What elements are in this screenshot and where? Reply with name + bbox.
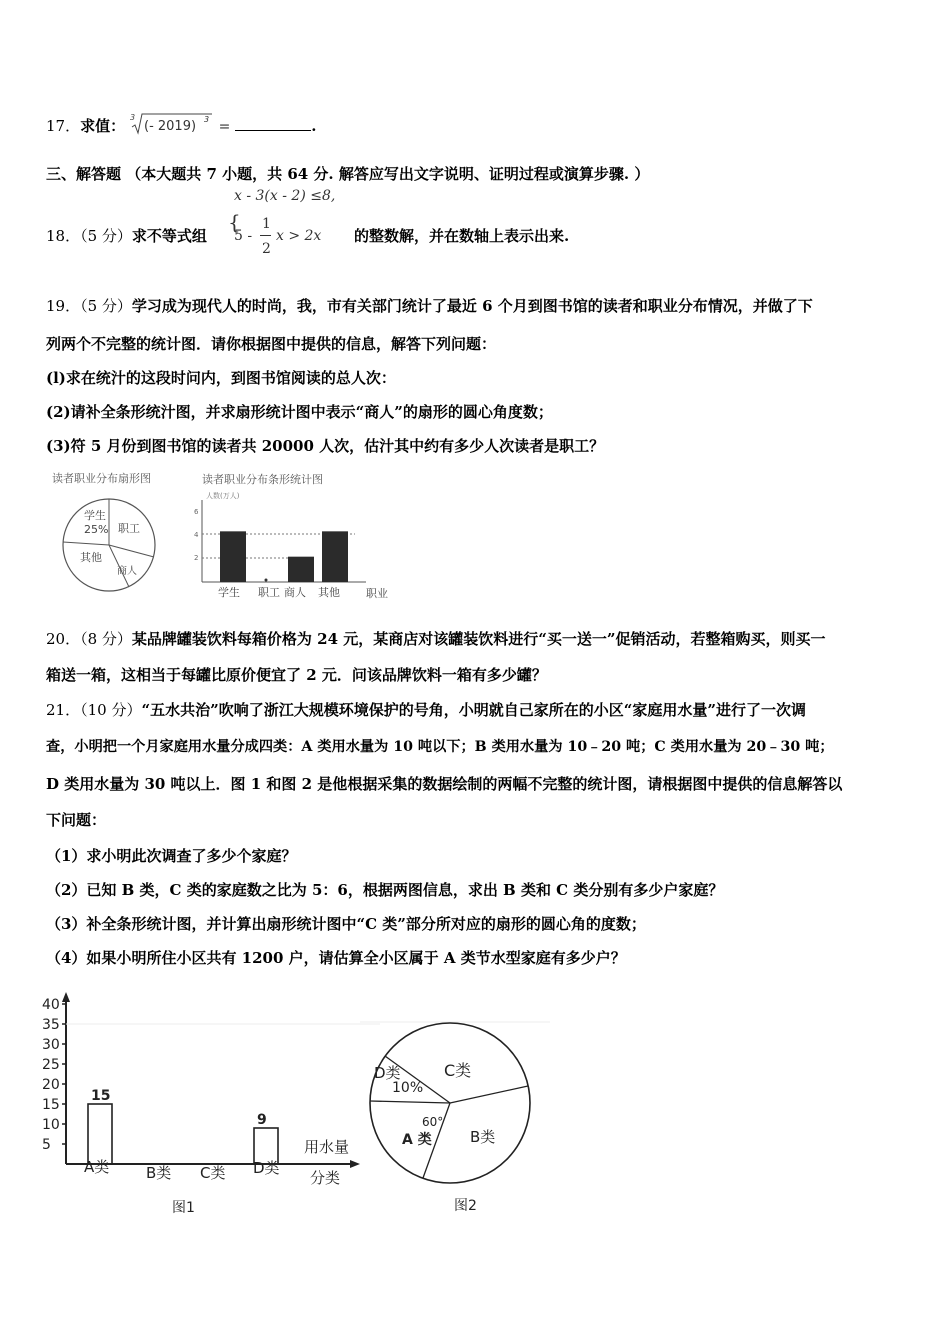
pie-divider bbox=[63, 542, 109, 545]
q20-points: （8 分） bbox=[80, 630, 132, 648]
inequality-2a: 5 - bbox=[234, 228, 253, 244]
pie-label-d: D类 bbox=[374, 1064, 401, 1082]
q21-line-1 bbox=[46, 699, 806, 720]
pie-label-worker: 职工 bbox=[118, 522, 140, 535]
category-label: 商人 bbox=[284, 586, 306, 599]
category-label: C类 bbox=[200, 1164, 226, 1182]
y-tick: 40 bbox=[42, 997, 60, 1013]
pie-label-d-pct: 10% bbox=[392, 1080, 424, 1096]
bar-chart-title: 读者职业分布条形统计图 bbox=[202, 473, 323, 486]
y-tick: 20 bbox=[42, 1077, 60, 1093]
pie-label-student-pct: 25% bbox=[84, 523, 109, 536]
y-tick: 5 bbox=[42, 1137, 51, 1153]
radicand: (- 2019) bbox=[143, 119, 196, 134]
q18-line bbox=[46, 225, 207, 246]
radical-index: 3 bbox=[129, 113, 135, 122]
q20-line-1 bbox=[46, 628, 826, 649]
pie-label-student: 学生 bbox=[84, 509, 106, 522]
fraction-bar bbox=[260, 235, 271, 236]
y-tick: 25 bbox=[42, 1057, 60, 1073]
q18-prompt: 求不等式组 bbox=[131, 227, 207, 245]
pie-divider bbox=[109, 545, 154, 557]
axis-label: 分类 bbox=[310, 1169, 341, 1187]
bar-chart-xlabel: 职业 bbox=[366, 587, 388, 600]
q20-text-1: 某品牌罐装饮料每箱价格为 24 元，某商店对该罐装饮料进行“买一送一”促销活动，若整箱购买，则买一 bbox=[131, 630, 826, 648]
pie-label-a: A 类 bbox=[402, 1132, 432, 1148]
category-label: D类 bbox=[253, 1159, 280, 1177]
q18-number: 18． bbox=[46, 227, 81, 245]
q19-part-3: (3)符 5 月份到图书馆的读者共 20000 人次，估汁其中约有多少人次读者是职工？ bbox=[46, 437, 605, 455]
q21-text-2: 查，小明把一个月家庭用水量分成四类：A 类用水量为 10 吨以下；B 类用水量为 10﹣20 吨；C 类用水量为 20﹣30 吨； bbox=[46, 739, 834, 755]
q20-number: 20． bbox=[46, 630, 81, 648]
q19-part-1: (l)求在统汁的这段时问内，到图书馆阅读的总人次： bbox=[46, 369, 396, 387]
radical-sign-icon bbox=[130, 111, 220, 137]
q21-text-3: D 类用水量为 30 吨以上．图 1 和图 2 是他根据采集的数据绘制的两幅不完整的统计图，请根据图中提供的信息解答以 bbox=[46, 775, 843, 793]
unit-label: 用水量 bbox=[304, 1138, 350, 1156]
water-bar-chart bbox=[40, 990, 380, 1220]
category-label: 其他 bbox=[318, 586, 340, 599]
figure-caption: 图2 bbox=[454, 1198, 477, 1214]
q17-equals: = bbox=[218, 119, 231, 135]
q17-line bbox=[46, 115, 316, 137]
q21-sub-3: （3）补全条形统计图，并计算出扇形统计图中“C 类”部分所对应的扇形的圆心角的度数； bbox=[46, 915, 646, 933]
y-tick: 2 bbox=[194, 554, 199, 562]
category-label: A类 bbox=[84, 1158, 110, 1176]
q18-points: （5 分） bbox=[80, 227, 132, 245]
q21-points: （10 分） bbox=[80, 701, 142, 719]
pie-divider bbox=[450, 1086, 528, 1103]
bar-placeholder bbox=[265, 579, 268, 582]
category-label: 职工 bbox=[258, 586, 280, 599]
water-pie-chart bbox=[360, 1018, 550, 1218]
y-tick: 15 bbox=[42, 1097, 60, 1113]
q18-prompt-end: 的整数解，并在数轴上表示出来. bbox=[354, 227, 570, 245]
bar bbox=[322, 531, 348, 582]
radicand-exponent: 3 bbox=[203, 115, 209, 124]
category-label: 学生 bbox=[218, 586, 240, 599]
section-heading: 三、解答题 （本大题共 7 小题，共 64 分. 解答应写出文字说明、证明过程或演算步骤. ） bbox=[46, 165, 650, 183]
y-tick: 4 bbox=[194, 531, 199, 539]
inequality-2b: x > 2x bbox=[276, 228, 322, 244]
inequality-system bbox=[228, 210, 338, 262]
q17-period: . bbox=[311, 117, 317, 135]
q19-text-1: 学习成为现代人的时尚，我，市有关部门统计了最近 6 个月到图书馆的读者和职业分布情况，并做了下 bbox=[131, 297, 813, 315]
q21-sub-2: （2）已知 B 类，C 类的家庭数之比为 5：6，根据两图信息，求出 B 类和 C 类分别有多少户家庭？ bbox=[46, 881, 724, 899]
q19-part-2: (2)请补全条形统汁图，并求扇形统计图中表示“商人”的扇形的圆心角度数； bbox=[46, 403, 553, 421]
inequality-1: x - 3(x - 2) ≤8, bbox=[234, 188, 336, 204]
pie-label-angle: 60° bbox=[422, 1115, 444, 1129]
bar bbox=[88, 1104, 112, 1164]
q21-sub-4: （4）如果小明所住小区共有 1200 户，请估算全小区属于 A 类节水型家庭有多少户？ bbox=[46, 949, 626, 967]
bar bbox=[220, 531, 246, 582]
figure-caption: 图1 bbox=[172, 1200, 195, 1216]
reader-bar-chart bbox=[190, 470, 400, 604]
q17-expression bbox=[129, 113, 214, 137]
q17-number: 17． bbox=[46, 117, 81, 135]
pie-title: 读者职业分布扇形图 bbox=[52, 472, 151, 485]
x-axis-arrow-icon bbox=[350, 1160, 360, 1168]
fraction-denominator: 2 bbox=[262, 241, 271, 257]
q19-number: 19． bbox=[46, 297, 81, 315]
q19-line-1 bbox=[46, 295, 813, 316]
pie-label-other: 其他 bbox=[80, 551, 102, 564]
reader-pie-chart bbox=[46, 468, 186, 598]
q21-text-1: “五水共治”吹响了浙江大规模环境保护的号角，小明就自己家所在的小区“家庭用水量”进行了一次调 bbox=[141, 701, 806, 719]
bar-value-label: 9 bbox=[257, 1112, 267, 1128]
q21-text-4: 下问题： bbox=[46, 811, 107, 829]
y-tick: 30 bbox=[42, 1037, 60, 1053]
pie-label-merchant: 商人 bbox=[117, 566, 137, 577]
y-axis-arrow-icon bbox=[62, 992, 70, 1002]
q20-text-2: 箱送一箱，这相当于每罐比原价便宜了 2 元．问该品牌饮料一箱有多少罐？ bbox=[46, 666, 547, 684]
q19-text-2: 列两个不完整的统计图．请你根据图中提供的信息，解答下列问题： bbox=[46, 335, 497, 353]
q21-sub-1: （1）求小明此次调查了多少个家庭？ bbox=[46, 847, 297, 865]
y-tick: 6 bbox=[194, 508, 199, 516]
pie-label-b: B类 bbox=[470, 1128, 496, 1146]
y-tick: 10 bbox=[42, 1117, 60, 1133]
q19-points: （5 分） bbox=[80, 297, 132, 315]
pie-label-c: C类 bbox=[444, 1061, 472, 1080]
fraction-numerator: 1 bbox=[262, 216, 271, 232]
bar-chart-ylabel: 人数(万人) bbox=[206, 492, 240, 500]
q21-number: 21． bbox=[46, 701, 81, 719]
answer-blank[interactable] bbox=[235, 116, 311, 131]
bar bbox=[288, 557, 314, 582]
q17-label: 求值： bbox=[80, 117, 126, 135]
bar-value-label: 15 bbox=[91, 1088, 111, 1104]
pie-divider bbox=[370, 1101, 450, 1103]
category-label: B类 bbox=[146, 1164, 172, 1182]
brace-icon: { bbox=[228, 210, 241, 234]
y-tick: 35 bbox=[42, 1017, 60, 1033]
